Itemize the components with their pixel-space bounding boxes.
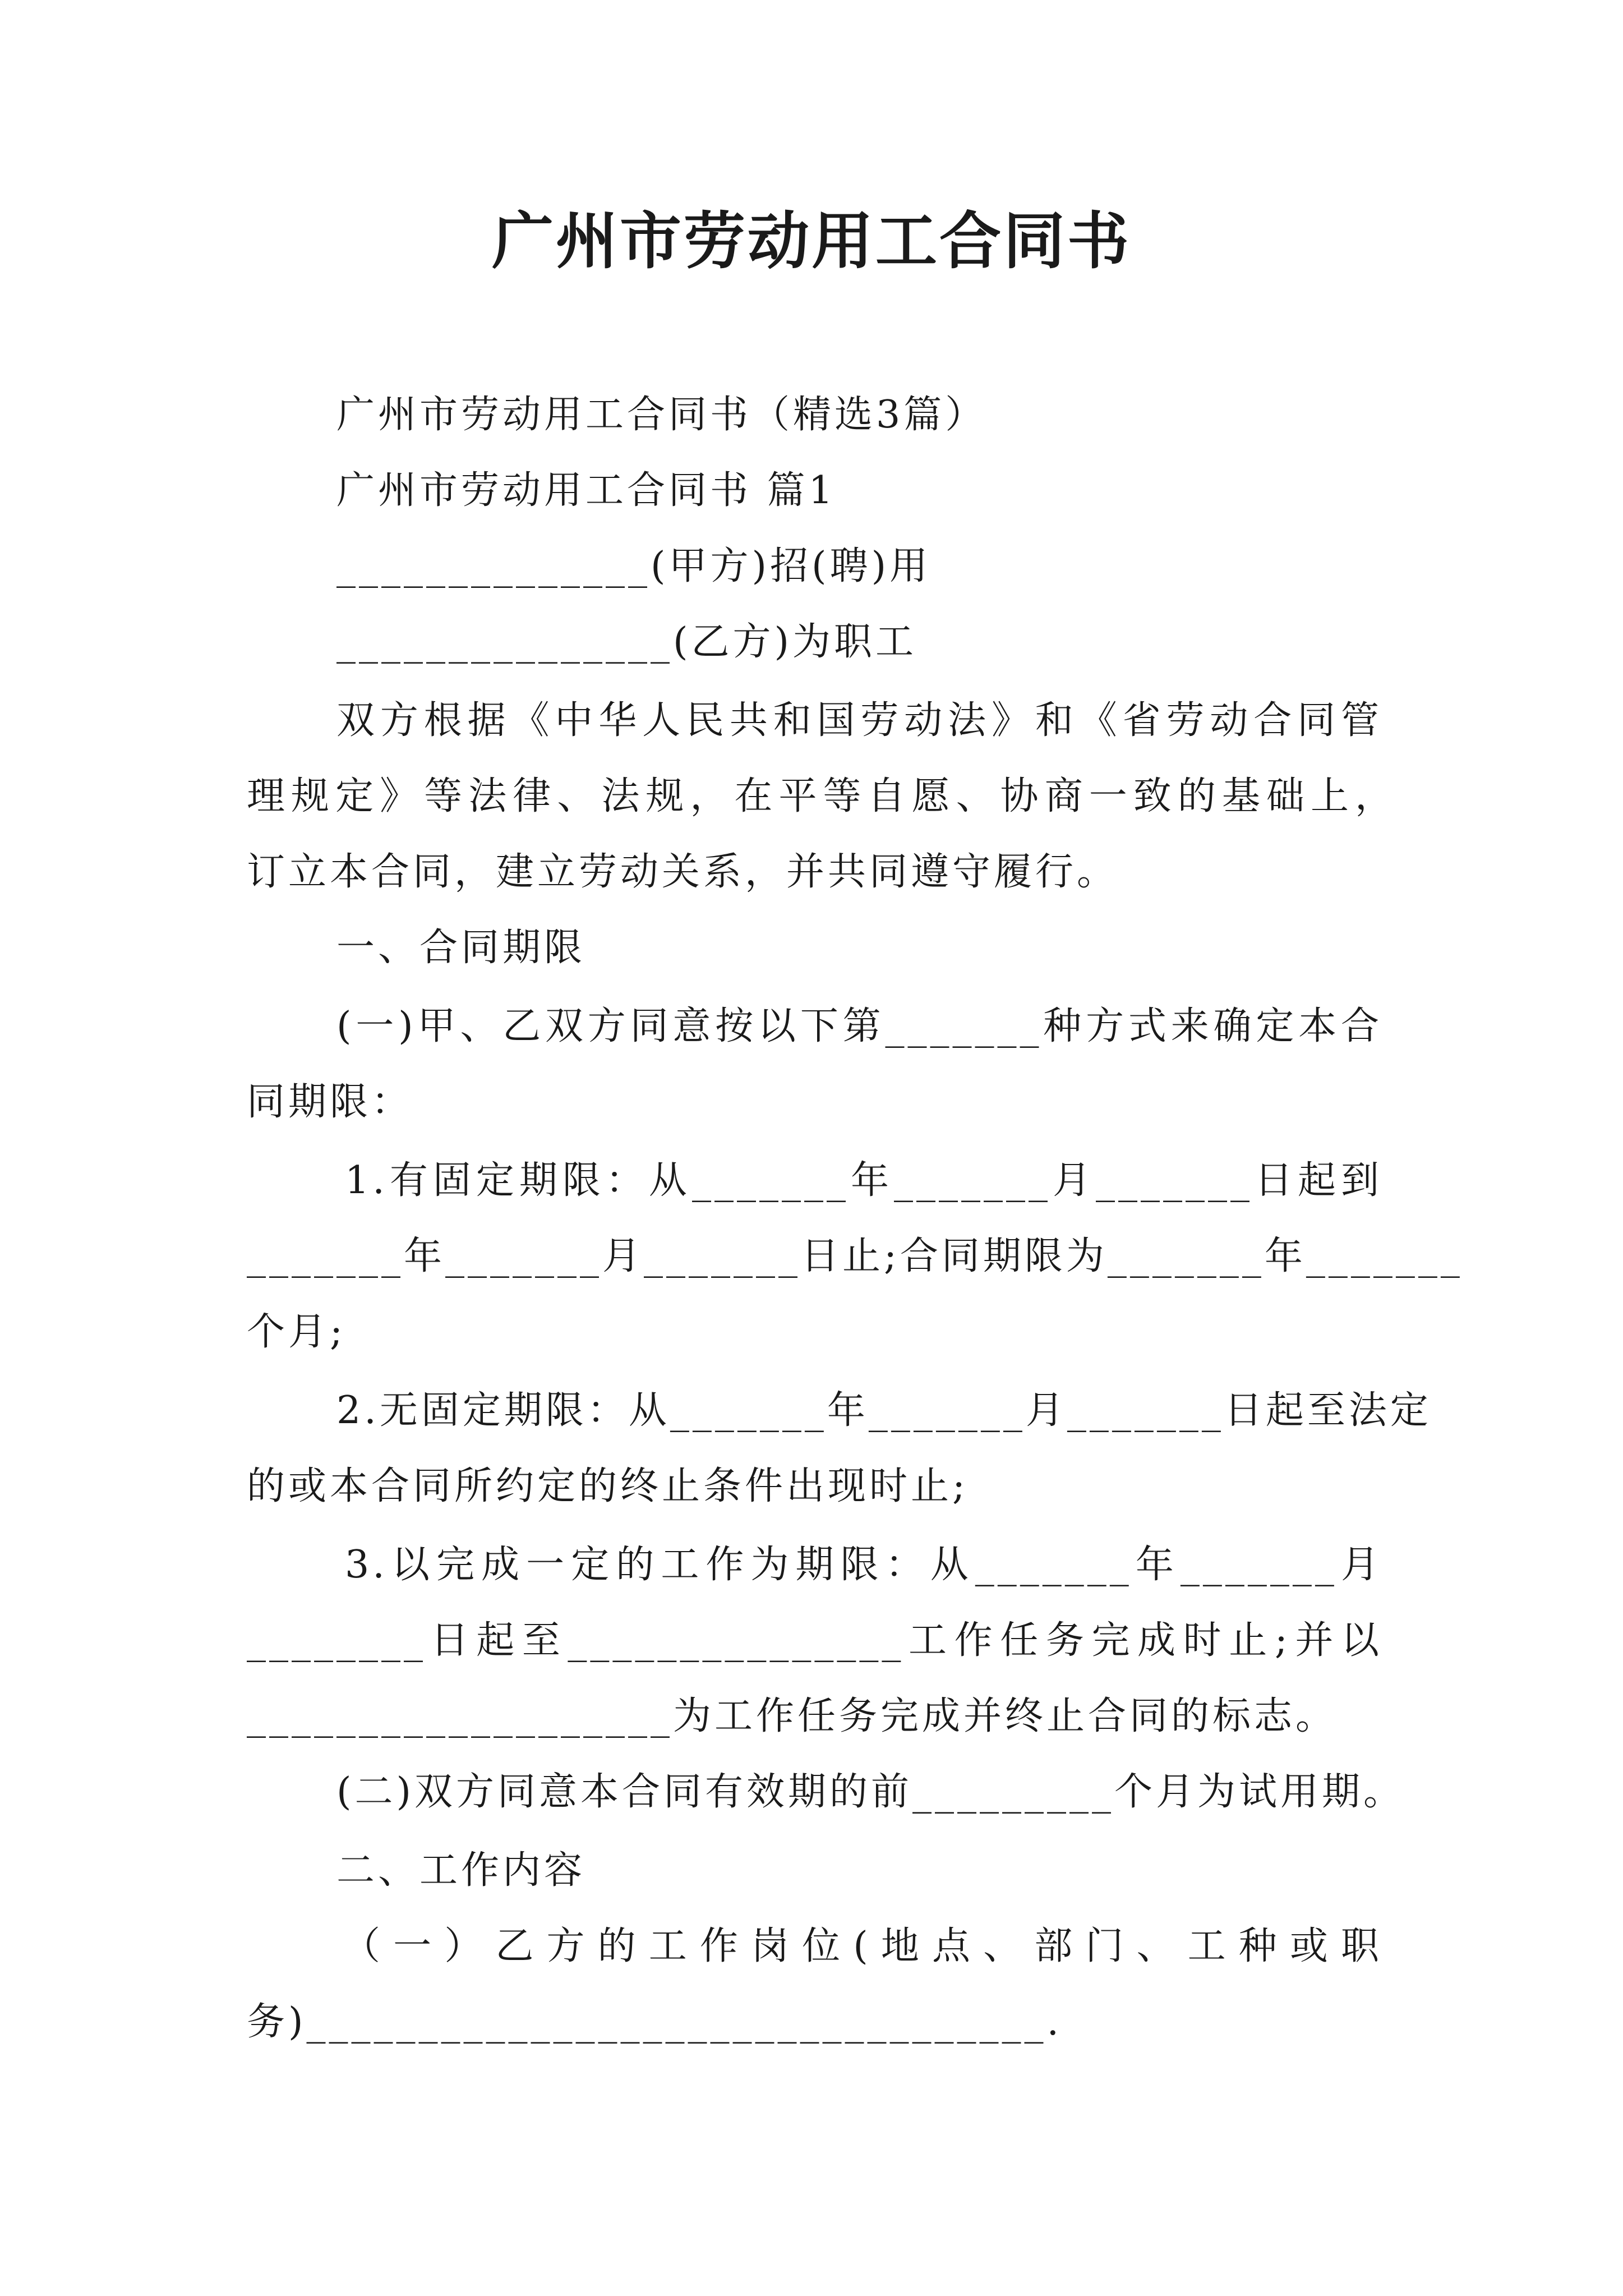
clause-line: (一)甲、乙双方同意按以下第_______种方式来确定本合 xyxy=(336,1004,1382,1048)
section-heading-line: 广州市劳动用工合同书 篇1 xyxy=(336,468,836,513)
clause-line: (二)双方同意本合同有效期的前_________个月为试用期。 xyxy=(336,1770,1405,1814)
document-title: 广州市劳动用工合同书 xyxy=(492,205,1131,277)
paragraph-line: 理规定》等法律、法规，在平等自愿、协商一致的基础上， xyxy=(247,774,1396,818)
clause-line: 个月; xyxy=(247,1310,346,1354)
paragraph-line: 双方根据《中华人民共和国劳动法》和《省劳动合同管 xyxy=(336,698,1382,743)
clause-line: 3.以完成一定的工作为期限：从_______年_______月 xyxy=(345,1543,1382,1587)
party-a-line: ______________(甲方)招(聘)用 xyxy=(336,544,932,588)
clause-heading: 一、合同期限 xyxy=(336,926,586,970)
subtitle-line: 广州市劳动用工合同书（精选3篇） xyxy=(336,393,987,437)
paragraph-line: 订立本合同，建立劳动关系，并共同遵守履行。 xyxy=(247,850,1119,894)
clause-line: _______年_______月_______日止;合同期限为_______年_______ xyxy=(247,1234,1463,1278)
clause-line: 1.有固定期限：从_______年_______月_______日起到 xyxy=(345,1158,1382,1203)
clause-line: ___________________为工作任务完成并终止合同的标志。 xyxy=(247,1694,1338,1738)
clause-line: （一）乙方的工作岗位(地点、部门、工种或职 xyxy=(342,1924,1382,1968)
clause-line: 同期限： xyxy=(247,1080,413,1124)
clause-line: 2.无固定期限：从_______年_______月_______日起至法定 xyxy=(336,1388,1432,1433)
party-b-line: _______________(乙方)为职工 xyxy=(336,620,917,664)
clause-line: 的或本合同所约定的终止条件出现时止; xyxy=(247,1464,969,1508)
clause-heading: 二、工作内容 xyxy=(336,1848,586,1893)
clause-line: ________日起至_______________工作任务完成时止;并以 xyxy=(247,1618,1382,1663)
clause-line: 务)_________________________________. xyxy=(247,2000,1063,2044)
